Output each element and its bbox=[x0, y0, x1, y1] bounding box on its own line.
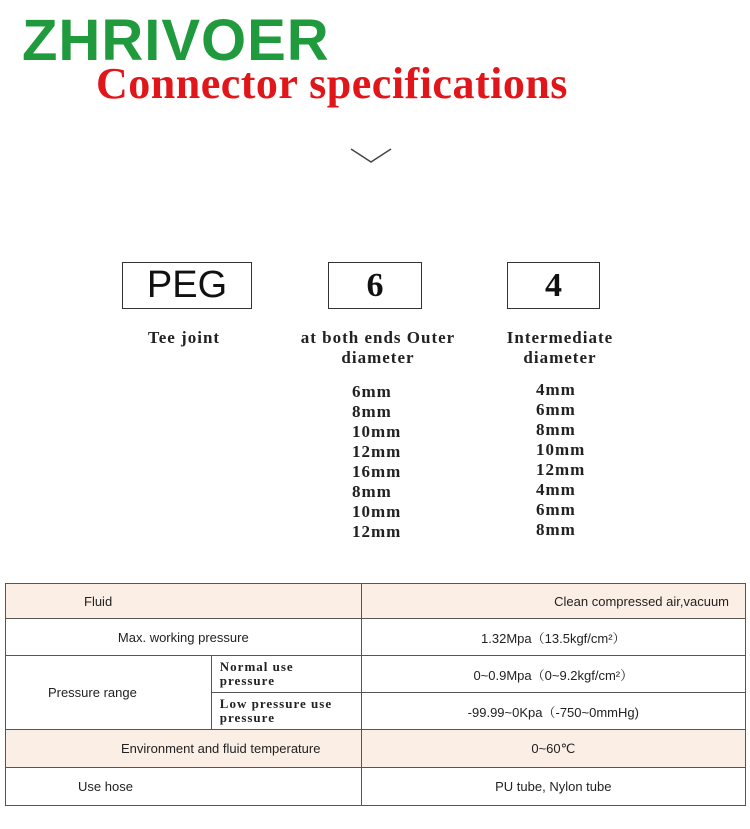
list-item: 6mm bbox=[352, 382, 392, 401]
brand-logo-text: ZHRIVOER bbox=[22, 8, 330, 73]
chevron-down-icon bbox=[350, 146, 392, 166]
low-pressure-label: Low pressure use pressure bbox=[211, 693, 361, 730]
table-row bbox=[6, 619, 746, 656]
normal-pressure-value: 0~0.9Mpa（0~9.2kgf/cm²） bbox=[361, 656, 745, 693]
label-outer-diameter: at both ends Outer diameter bbox=[300, 328, 456, 367]
list-item: 4mm bbox=[536, 380, 576, 399]
pressure-range-label: Pressure range bbox=[6, 656, 212, 730]
table-row bbox=[6, 584, 746, 619]
list-item: 12mm bbox=[536, 460, 586, 479]
list-item: 4mm bbox=[536, 480, 576, 499]
list-item: 10mm bbox=[536, 440, 586, 459]
temperature-value: 0~60℃ bbox=[361, 730, 745, 768]
spec-table bbox=[5, 583, 746, 806]
list-item: 8mm bbox=[352, 482, 392, 501]
code-box-outer: 6 bbox=[328, 262, 422, 309]
temperature-label: Environment and fluid temperature bbox=[6, 730, 362, 768]
fluid-value: Clean compressed air,vacuum bbox=[361, 584, 745, 619]
list-item: 8mm bbox=[536, 520, 576, 539]
table-row bbox=[6, 656, 746, 693]
mid-sizes-list bbox=[536, 380, 585, 540]
normal-pressure-label: Normal use pressure bbox=[211, 656, 361, 693]
list-item: 12mm bbox=[352, 522, 402, 541]
list-item: 10mm bbox=[352, 502, 402, 521]
code-box-mid: 4 bbox=[507, 262, 600, 309]
hose-value: PU tube, Nylon tube bbox=[361, 768, 745, 806]
label-intermediate-diameter: Intermediate diameter bbox=[506, 328, 614, 367]
list-item: 10mm bbox=[352, 422, 402, 441]
fluid-label: Fluid bbox=[6, 584, 362, 619]
low-pressure-value: -99.99~0Kpa（-750~0mmHg) bbox=[361, 693, 745, 730]
list-item: 8mm bbox=[536, 420, 576, 439]
max-pressure-label: Max. working pressure bbox=[6, 619, 362, 656]
page-title: Connector specifications bbox=[96, 59, 568, 108]
code-box-peg: PEG bbox=[122, 262, 252, 309]
list-item: 6mm bbox=[536, 400, 576, 419]
table-row bbox=[6, 768, 746, 806]
outer-sizes-list bbox=[352, 382, 401, 542]
list-item: 6mm bbox=[536, 500, 576, 519]
hose-label: Use hose bbox=[6, 768, 362, 806]
list-item: 12mm bbox=[352, 442, 402, 461]
table-row bbox=[6, 730, 746, 768]
list-item: 8mm bbox=[352, 402, 392, 421]
list-item: 16mm bbox=[352, 462, 402, 481]
max-pressure-value: 1.32Mpa（13.5kgf/cm²） bbox=[361, 619, 745, 656]
label-tee-joint: Tee joint bbox=[147, 328, 221, 347]
